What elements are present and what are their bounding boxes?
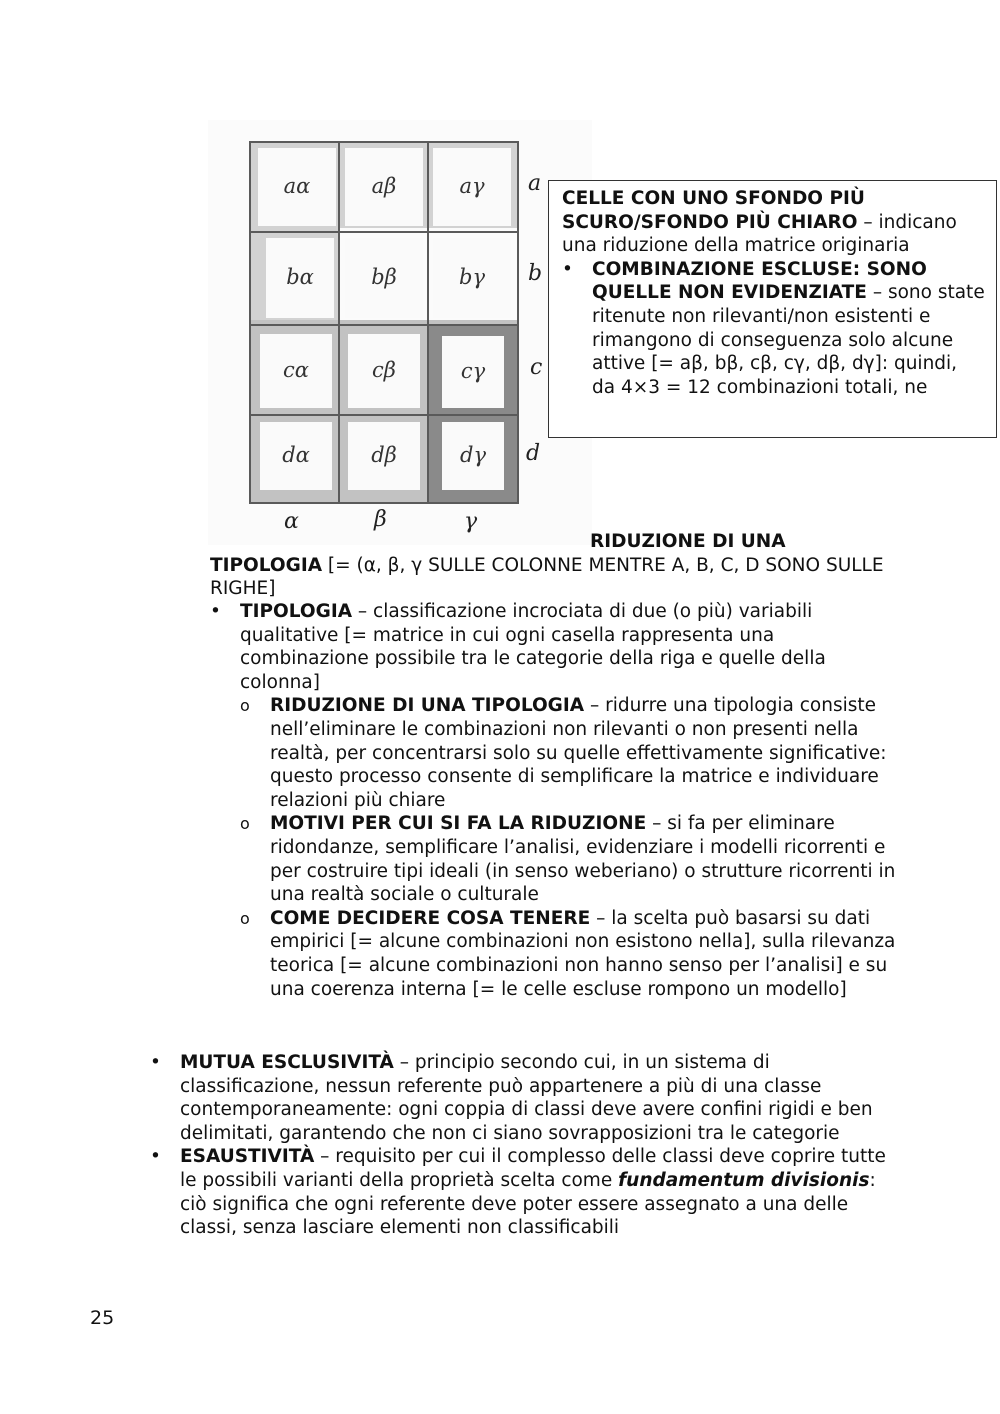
cell-a-gamma: aγ: [433, 148, 511, 226]
subitem-come-decidere: [240, 907, 900, 1001]
cell-c-beta: cβ: [348, 334, 420, 408]
bullet-marker: •: [150, 1052, 161, 1073]
col-label-gamma: γ: [464, 509, 478, 534]
tipologia-term: TIPOLOGIA: [240, 601, 353, 622]
esaustivita-term: ESAUSTIVITÀ: [180, 1146, 315, 1168]
caption-line-2: [210, 554, 900, 601]
esaustivita-text-2: : ciò significa che ogni referente deve poter essere assegnato a una delle classi, senza lasciare elementi non classificabili: [180, 1169, 876, 1239]
subitem-text: – ridurre una tipologia consiste nell’eliminare le combinazioni non rilevanti o non presenti nella realtà, per concentrarsi solo su quelle effettivamente significative: questo processo consente di semplificare la matrice e individuare relazioni più chiare: [270, 695, 887, 811]
cell-a-alpha: aα: [258, 148, 336, 226]
subitem-term: RIDUZIONE DI UNA TIPOLOGIA: [270, 695, 585, 717]
caption-title-2: TIPOLOGIA: [210, 554, 323, 576]
caption-rest: [= (α, β, γ SULLE COLONNE MENTRE A, B, C, D SONO SULLE RIGHE]: [210, 554, 884, 600]
figure-caption: [210, 530, 900, 601]
cell-a-beta: aβ: [345, 148, 423, 226]
callout-bullet-text: – sono state ritenute non rilevanti/non esistenti e rimangono di conseguenza solo alcune attive [= aβ, bβ, cβ, cγ, dβ, dγ]: quindi, da 4×3 = 12 combinazioni totali, ne: [592, 282, 985, 398]
cell-b-beta: bβ: [345, 238, 423, 318]
callout-bullet: [562, 258, 986, 400]
esaustivita-text-1: – requisito per cui il complesso delle classi deve coprire tutte le possibili varianti della proprietà scelta come: [180, 1146, 886, 1191]
page-number: 25: [90, 1307, 115, 1329]
callout-heading-bold: CELLE CON UNO SFONDO PIÙ SCURO/SFONDO PIÙ CHIARO: [562, 188, 865, 233]
caption-title-1: RIDUZIONE DI UNA: [590, 531, 786, 552]
subitem-motivi: [240, 812, 900, 906]
cell-b-alpha: bα: [266, 238, 334, 318]
tipologia-text: – classificazione incrociata di due (o più) variabili qualitative [= matrice in cui ogni casella rappresenta una combinazione possibile tra le categorie della riga e quelle della colonna]: [240, 601, 826, 693]
tipologia-section: [210, 600, 900, 1001]
esaustivita-item: [150, 1145, 900, 1239]
mutua-text: – principio secondo cui, in un sistema di classificazione, nessun referente può appartenere a più di una classe contemporaneamente: ogni coppia di classi deve avere confini rigidi e ben delimitati, garantendo che non ci siano sovrapposizioni tra le categorie: [180, 1052, 873, 1144]
typology-matrix-figure: [208, 120, 592, 545]
subitem-text: – la scelta può basarsi su dati empirici [= alcune combinazioni non esistono nella], sulla rilevanza teorica [= alcune combinazioni non hanno senso per l’analisi] e su una coerenza interna [= le celle escluse rompono un modello]: [270, 907, 896, 1000]
cell-d-alpha: dα: [260, 422, 332, 490]
cell-b-gamma: bγ: [433, 238, 511, 318]
cell-d-beta: dβ: [348, 422, 420, 490]
row-label-c: c: [530, 355, 543, 380]
row-label-d: d: [526, 441, 541, 466]
callout-heading-text: – indicano una riduzione della matrice originaria: [562, 211, 957, 257]
subitem-text: – si fa per eliminare ridondanze, semplificare l’analisi, evidenziare i modelli ricorrenti e per costruire tipi ideali (in senso weberiano) o strutture ricorrenti in una realtà sociale o culturale: [270, 813, 896, 906]
subbullet-marker: o: [240, 814, 250, 834]
subbullet-marker: o: [240, 908, 250, 928]
col-label-beta: β: [374, 507, 387, 532]
callout-bullet-bold: COMBINAZIONE ESCLUSE: SONO QUELLE NON EVIDENZIATE: [592, 258, 927, 304]
caption-line-1: [210, 530, 900, 554]
subitem-term: MOTIVI PER CUI SI FA LA RIDUZIONE: [270, 813, 647, 835]
subitem-term: COME DECIDERE COSA TENERE: [270, 907, 591, 929]
subitem-riduzione: [240, 694, 900, 812]
row-label-a: a: [528, 171, 542, 196]
col-label-alpha: α: [284, 509, 299, 534]
mutua-esclusivita-item: [150, 1051, 900, 1145]
main-bullets: [150, 1051, 900, 1240]
mutua-term: MUTUA ESCLUSIVITÀ: [180, 1052, 394, 1073]
tipologia-item: [210, 600, 900, 694]
bullet-marker: •: [210, 601, 221, 622]
bullet-marker: •: [562, 258, 573, 280]
fundamentum-term: fundamentum divisionis: [618, 1169, 870, 1191]
cell-d-gamma: dγ: [442, 422, 504, 490]
tipologia-subitems: [210, 694, 900, 1001]
subbullet-marker: o: [240, 696, 250, 716]
bullet-marker: •: [150, 1146, 161, 1168]
callout-heading: [562, 187, 986, 258]
cell-c-gamma: cγ: [442, 336, 504, 408]
callout-box: [548, 180, 997, 438]
row-label-b: b: [528, 261, 543, 286]
cell-c-alpha: cα: [260, 334, 332, 408]
